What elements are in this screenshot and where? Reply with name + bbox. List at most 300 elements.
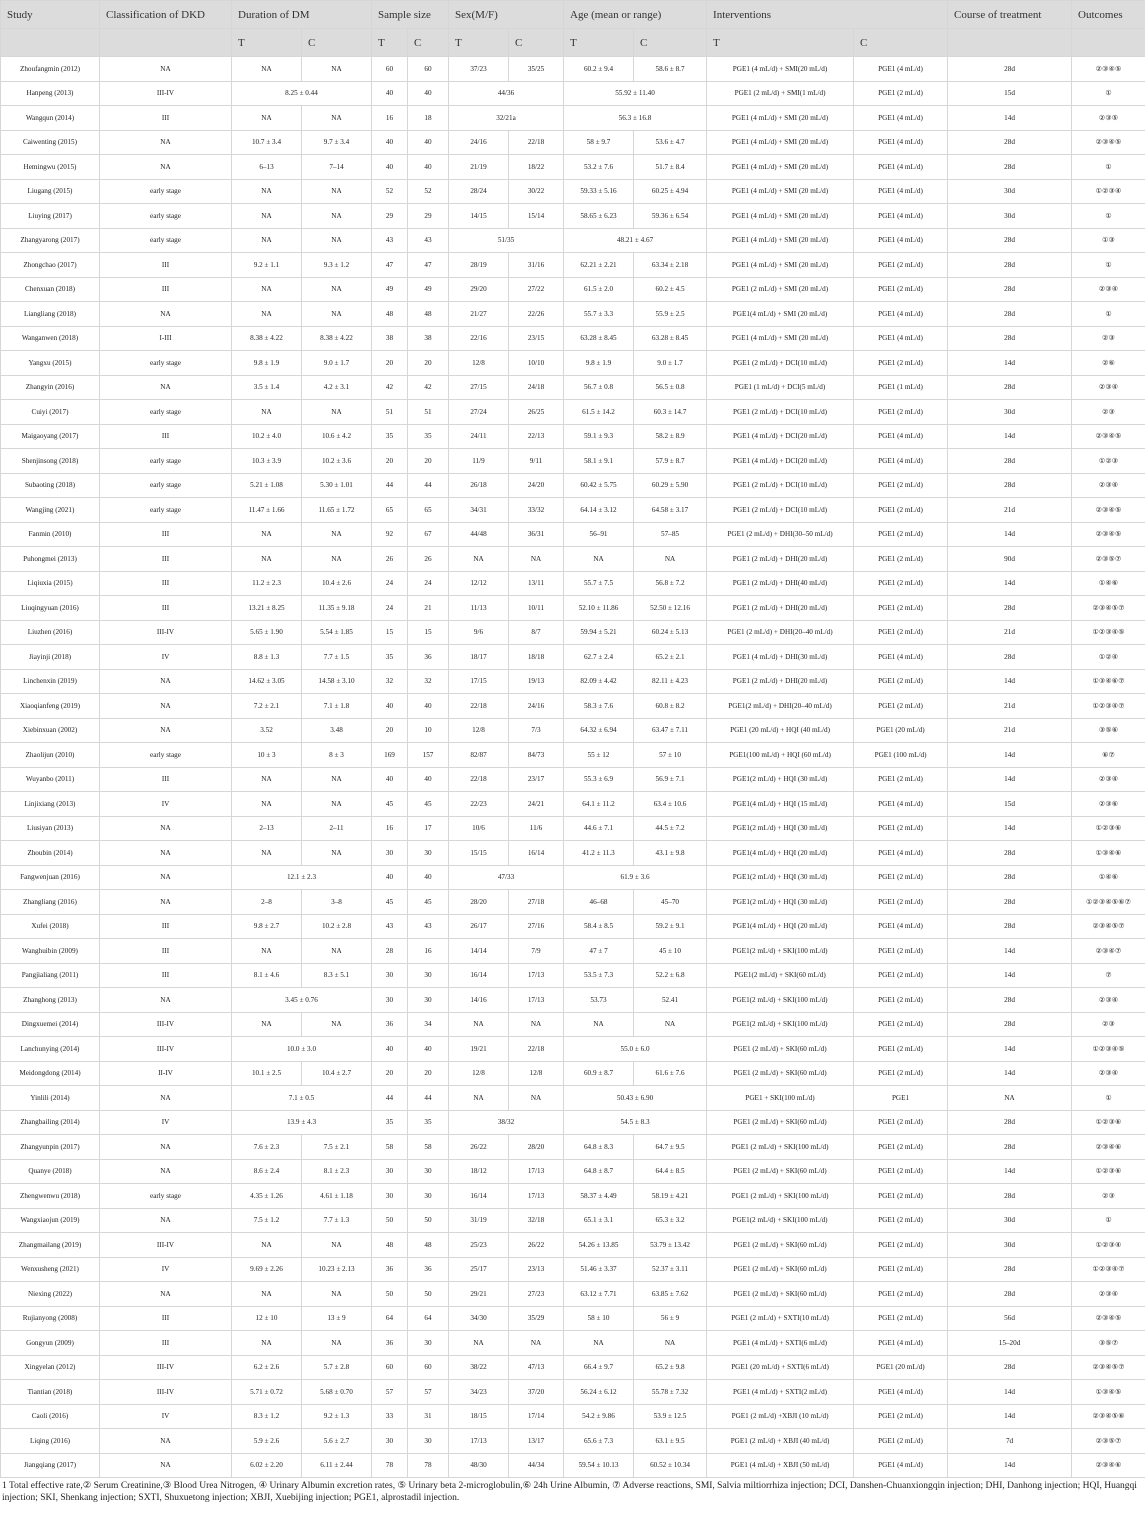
cell-outcomes: ②③④ xyxy=(1072,767,1145,792)
cell-study: Caiwenting (2015) xyxy=(1,130,100,155)
table-row xyxy=(1,914,1145,939)
cell-outcomes: ①②③⑥ xyxy=(1072,1110,1145,1135)
cell-duration-c: NA xyxy=(302,1233,372,1258)
cell-sample-c: 17 xyxy=(408,816,449,841)
cell-intervention-c: PGE1 (2 mL/d) xyxy=(854,1135,948,1160)
cell-age-c: 82.11 ± 4.23 xyxy=(634,669,707,694)
cell-study: Xingyelan (2012) xyxy=(1,1355,100,1380)
cell-sex-c: 22/26 xyxy=(509,302,564,327)
cell-intervention-t: PGE1(2 mL/d) + SKI(100 mL/d) xyxy=(707,1208,854,1233)
cell-sex-t: 11/13 xyxy=(449,596,509,621)
cell-intervention-t: PGE1 (4 mL/d) + SXTI(6 mL/d) xyxy=(707,1331,854,1356)
cell-course: 15–20d xyxy=(948,1331,1072,1356)
cell-outcomes: ②③ xyxy=(1072,326,1145,351)
cell-intervention-t: PGE1 (2 mL/d) + SKI(60 mL/d) xyxy=(707,1257,854,1282)
cell-sex-c: 44/34 xyxy=(509,1453,564,1478)
cell-outcomes: ①③④⑥⑦ xyxy=(1072,669,1145,694)
cell-sex-t: 28/19 xyxy=(449,253,509,278)
cell-classification: NA xyxy=(100,1135,232,1160)
cell-age-t: 52.10 ± 11.86 xyxy=(564,596,634,621)
cell-duration-t: 7.5 ± 1.2 xyxy=(232,1208,302,1233)
cell-intervention-c: PGE1 (2 mL/d) xyxy=(854,1159,948,1184)
cell-intervention-t: PGE1 (2 mL/d) + SXTI(10 mL/d) xyxy=(707,1306,854,1331)
cell-sex-c: 24/16 xyxy=(509,694,564,719)
cell-outcomes: ①②④ xyxy=(1072,645,1145,670)
cell-classification: III-IV xyxy=(100,1233,232,1258)
cell-sample-c: 60 xyxy=(408,57,449,82)
cell-course: 28d xyxy=(948,473,1072,498)
cell-intervention-c: PGE1 (2 mL/d) xyxy=(854,1306,948,1331)
cell-sample-t: 35 xyxy=(372,424,408,449)
cell-sample-c: 40 xyxy=(408,81,449,106)
table-row xyxy=(1,1135,1145,1160)
cell-duration-t: 9.8 ± 1.9 xyxy=(232,351,302,376)
cell-sex-t: 22/18 xyxy=(449,767,509,792)
cell-sex-c: 36/31 xyxy=(509,522,564,547)
cell-sample-t: 49 xyxy=(372,277,408,302)
cell-course: 28d xyxy=(948,841,1072,866)
cell-age-t: 55.7 ± 3.3 xyxy=(564,302,634,327)
cell-intervention-t: PGE1 (2 mL/d) + SMI (20 mL/d) xyxy=(707,277,854,302)
cell-study: Zhoubin (2014) xyxy=(1,841,100,866)
cell-duration-c: 4.61 ± 1.18 xyxy=(302,1184,372,1209)
cell-age-t: 61.5 ± 2.0 xyxy=(564,277,634,302)
cell-study: Subaoting (2018) xyxy=(1,473,100,498)
cell-classification: NA xyxy=(100,375,232,400)
table-footnote: 1 Total effective rate,② Serum Creatinine,③ Blood Urea Nitrogen, ④ Urinary Albumin excretion rates, ⑤ Urinary beta 2-microglobulin,⑥ 24h Urine Albumin, ⑦ Adverse reactions, SMI, Salvia miltiorrhiza injection; DCI, Danshen-Chuanxiongqin injection; DHI, Danhong injection; HQI, Huangqi injection; SKI, Shenkang injection; SXTI, Shuxuetong injection; XBJI, Xuebijing injection; PGE1, alprostadil injection. xyxy=(2,1481,1137,1503)
cell-age-c: 56 ± 9 xyxy=(634,1306,707,1331)
cell-course: 15d xyxy=(948,792,1072,817)
cell-intervention-c: PGE1 (4 mL/d) xyxy=(854,57,948,82)
cell-intervention-t: PGE1 (2 mL/d) + SKI(60 mL/d) xyxy=(707,1110,854,1135)
cell-duration-c: 10.6 ± 4.2 xyxy=(302,424,372,449)
cell-intervention-c: PGE1 (2 mL/d) xyxy=(854,473,948,498)
cell-intervention-c: PGE1 (2 mL/d) xyxy=(854,963,948,988)
cell-sex-t: 82/87 xyxy=(449,743,509,768)
cell-intervention-c: PGE1 (2 mL/d) xyxy=(854,1208,948,1233)
table-row xyxy=(1,1355,1145,1380)
cell-duration-c: 8.3 ± 5.1 xyxy=(302,963,372,988)
cell-course: 14d xyxy=(948,351,1072,376)
cell-age-c: 9.0 ± 1.7 xyxy=(634,351,707,376)
cell-age-c: 52.2 ± 6.8 xyxy=(634,963,707,988)
cell-sample-c: 45 xyxy=(408,890,449,915)
cell-duration-c: 5.6 ± 2.7 xyxy=(302,1429,372,1454)
cell-duration-c: NA xyxy=(302,57,372,82)
cell-sample-t: 15 xyxy=(372,620,408,645)
cell-sample-c: 47 xyxy=(408,253,449,278)
cell-intervention-t: PGE1 (4 mL/d) + SMI (20 mL/d) xyxy=(707,253,854,278)
cell-duration-t: NA xyxy=(232,1233,302,1258)
cell-duration-t: 12 ± 10 xyxy=(232,1306,302,1331)
cell-age-c: 64.4 ± 8.5 xyxy=(634,1159,707,1184)
cell-intervention-c: PGE1 (2 mL/d) xyxy=(854,694,948,719)
cell-course: 14d xyxy=(948,571,1072,596)
cell-study: Liuzhen (2016) xyxy=(1,620,100,645)
cell-sex-c: NA xyxy=(509,547,564,572)
cell-study: Zhangbailing (2014) xyxy=(1,1110,100,1135)
cell-sample-t: 38 xyxy=(372,326,408,351)
cell-outcomes: ①②③ xyxy=(1072,449,1145,474)
cell-study: Dingxuemei (2014) xyxy=(1,1012,100,1037)
cell-duration-c: 11.65 ± 1.72 xyxy=(302,498,372,523)
cell-sample-c: 57 xyxy=(408,1380,449,1405)
cell-classification: NA xyxy=(100,988,232,1013)
cell-sample-t: 32 xyxy=(372,669,408,694)
cell-sample-t: 30 xyxy=(372,841,408,866)
cell-sample-t: 169 xyxy=(372,743,408,768)
cell-duration-t: NA xyxy=(232,767,302,792)
cell-outcomes: ③⑤⑦ xyxy=(1072,1331,1145,1356)
cell-intervention-c: PGE1 (2 mL/d) xyxy=(854,620,948,645)
cell-sex-t: 38/32 xyxy=(449,1110,564,1135)
cell-intervention-t: PGE1 (4 mL/d) + SXTI(2 mL/d) xyxy=(707,1380,854,1405)
cell-sample-c: 20 xyxy=(408,351,449,376)
table-row xyxy=(1,130,1145,155)
cell-age-c: 53.9 ± 12.5 xyxy=(634,1404,707,1429)
cell-sample-t: 20 xyxy=(372,1061,408,1086)
cell-age-c: 60.52 ± 10.34 xyxy=(634,1453,707,1478)
cell-classification: early stage xyxy=(100,1184,232,1209)
cell-duration-t: 8.3 ± 1.2 xyxy=(232,1404,302,1429)
cell-intervention-t: PGE1 (2 mL/d) + DHI(20 mL/d) xyxy=(707,596,854,621)
cell-duration-t: 5.9 ± 2.6 xyxy=(232,1429,302,1454)
cell-intervention-t: PGE1 (2 mL/d) + DHI(20 mL/d) xyxy=(707,547,854,572)
cell-age-t: 9.8 ± 1.9 xyxy=(564,351,634,376)
table-row xyxy=(1,1282,1145,1307)
cell-outcomes: ②③④⑦ xyxy=(1072,939,1145,964)
table-row xyxy=(1,988,1145,1013)
cell-age-t: 62.21 ± 2.21 xyxy=(564,253,634,278)
cell-duration-c: 7.7 ± 1.3 xyxy=(302,1208,372,1233)
cell-study: Xufei (2018) xyxy=(1,914,100,939)
cell-duration-c: 3–8 xyxy=(302,890,372,915)
cell-outcomes: ① xyxy=(1072,302,1145,327)
cell-sample-c: 58 xyxy=(408,1135,449,1160)
cell-outcomes: ②③④⑤ xyxy=(1072,424,1145,449)
cell-sample-c: 30 xyxy=(408,1429,449,1454)
cell-sex-t: 22/23 xyxy=(449,792,509,817)
cell-study: Zhaolijun (2010) xyxy=(1,743,100,768)
cell-outcomes: ②③④⑤ xyxy=(1072,522,1145,547)
cell-sample-t: 40 xyxy=(372,865,408,890)
cell-sex-c: 22/13 xyxy=(509,424,564,449)
cell-course: 28d xyxy=(948,326,1072,351)
cell-sex-t: 10/6 xyxy=(449,816,509,841)
cell-classification: early stage xyxy=(100,400,232,425)
cell-duration-c: 3.48 xyxy=(302,718,372,743)
table-row xyxy=(1,1159,1145,1184)
cell-outcomes: ① xyxy=(1072,253,1145,278)
cell-age-t: 59.33 ± 5.16 xyxy=(564,179,634,204)
cell-classification: NA xyxy=(100,865,232,890)
cell-intervention-t: PGE1 + SKI(100 mL/d) xyxy=(707,1086,854,1111)
cell-duration-c: 8.38 ± 4.22 xyxy=(302,326,372,351)
cell-classification: early stage xyxy=(100,498,232,523)
cell-intervention-c: PGE1 (2 mL/d) xyxy=(854,816,948,841)
cell-sex-c: 15/14 xyxy=(509,204,564,229)
cell-sample-t: 48 xyxy=(372,1233,408,1258)
cell-age-t: 64.1 ± 11.2 xyxy=(564,792,634,817)
cell-duration-c: 8 ± 3 xyxy=(302,743,372,768)
cell-course: 28d xyxy=(948,1282,1072,1307)
cell-study: Zhengwenwu (2018) xyxy=(1,1184,100,1209)
table-row xyxy=(1,792,1145,817)
cell-sample-t: 50 xyxy=(372,1208,408,1233)
cell-outcomes: ②③④⑤ xyxy=(1072,57,1145,82)
cell-sample-c: 40 xyxy=(408,865,449,890)
cell-sex-t: 31/19 xyxy=(449,1208,509,1233)
table-row xyxy=(1,498,1145,523)
cell-sex-t: NA xyxy=(449,1331,509,1356)
cell-age-c: 63.4 ± 10.6 xyxy=(634,792,707,817)
cell-age-t: 58.1 ± 9.1 xyxy=(564,449,634,474)
cell-sex-t: 26/17 xyxy=(449,914,509,939)
cell-outcomes: ②③ xyxy=(1072,400,1145,425)
cell-sex-t: 18/12 xyxy=(449,1159,509,1184)
cell-sample-c: 35 xyxy=(408,424,449,449)
table-row xyxy=(1,1184,1145,1209)
cell-study: Hemingwu (2015) xyxy=(1,155,100,180)
cell-sample-c: 30 xyxy=(408,1159,449,1184)
cell-course: NA xyxy=(948,1086,1072,1111)
cell-sample-c: 78 xyxy=(408,1453,449,1478)
cell-sex-c: 9/11 xyxy=(509,449,564,474)
cell-classification: III-IV xyxy=(100,1012,232,1037)
cell-course: 28d xyxy=(948,449,1072,474)
cell-duration-c: NA xyxy=(302,547,372,572)
cell-intervention-c: PGE1 (2 mL/d) xyxy=(854,1404,948,1429)
cell-intervention-c: PGE1 (2 mL/d) xyxy=(854,1257,948,1282)
cell-duration-t: NA xyxy=(232,277,302,302)
cell-sample-t: 28 xyxy=(372,939,408,964)
cell-sex-c: 13/11 xyxy=(509,571,564,596)
cell-sample-c: 26 xyxy=(408,547,449,572)
cell-sex-t: 51/35 xyxy=(449,228,564,253)
cell-study: Zhangyarong (2017) xyxy=(1,228,100,253)
cell-sex-c: 28/20 xyxy=(509,1135,564,1160)
table-row xyxy=(1,1110,1145,1135)
cell-age-c: 60.8 ± 8.2 xyxy=(634,694,707,719)
cell-sample-c: 38 xyxy=(408,326,449,351)
cell-classification: NA xyxy=(100,841,232,866)
cell-age-t: 58.37 ± 4.49 xyxy=(564,1184,634,1209)
cell-sex-c: 27/18 xyxy=(509,890,564,915)
cell-sex-c: NA xyxy=(509,1012,564,1037)
cell-duration-c: 8.1 ± 2.3 xyxy=(302,1159,372,1184)
cell-intervention-c: PGE1 (2 mL/d) xyxy=(854,1110,948,1135)
cell-duration-t: 2–13 xyxy=(232,816,302,841)
cell-sex-c: 31/16 xyxy=(509,253,564,278)
cell-sample-t: 30 xyxy=(372,963,408,988)
cell-intervention-t: PGE1(2 mL/d) + SKI(60 mL/d) xyxy=(707,963,854,988)
cell-intervention-t: PGE1 (4 mL/d) + SMI (20 mL/d) xyxy=(707,130,854,155)
cell-course: 14d xyxy=(948,669,1072,694)
cell-course: 28d xyxy=(948,1184,1072,1209)
cell-duration-c: NA xyxy=(302,302,372,327)
cell-sex-t: 18/17 xyxy=(449,645,509,670)
cell-course: 30d xyxy=(948,1233,1072,1258)
cell-duration-t: 4.35 ± 1.26 xyxy=(232,1184,302,1209)
cell-age-c: 63.34 ± 2.18 xyxy=(634,253,707,278)
cell-duration-c: 5.30 ± 1.01 xyxy=(302,473,372,498)
cell-age-t: 60.42 ± 5.75 xyxy=(564,473,634,498)
cell-sample-t: 64 xyxy=(372,1306,408,1331)
cell-sample-c: 64 xyxy=(408,1306,449,1331)
cell-age-c: 61.6 ± 7.6 xyxy=(634,1061,707,1086)
cell-classification: NA xyxy=(100,155,232,180)
table-row xyxy=(1,277,1145,302)
cell-sex-t: 14/15 xyxy=(449,204,509,229)
cell-outcomes: ①②③④⑦ xyxy=(1072,694,1145,719)
cell-study: Quanye (2018) xyxy=(1,1159,100,1184)
cell-course: 21d xyxy=(948,718,1072,743)
cell-duration-c: NA xyxy=(302,204,372,229)
cell-outcomes: ⑦ xyxy=(1072,963,1145,988)
cell-sample-c: 20 xyxy=(408,449,449,474)
cell-sex-c: 30/22 xyxy=(509,179,564,204)
subheader-sex-t: T xyxy=(449,29,509,57)
cell-outcomes: ②③ xyxy=(1072,1012,1145,1037)
cell-sample-c: 15 xyxy=(408,620,449,645)
cell-duration-t: 10.3 ± 3.9 xyxy=(232,449,302,474)
cell-intervention-c: PGE1 (2 mL/d) xyxy=(854,596,948,621)
cell-duration-t: 8.1 ± 4.6 xyxy=(232,963,302,988)
cell-age-c: 60.3 ± 14.7 xyxy=(634,400,707,425)
cell-study: Liuying (2017) xyxy=(1,204,100,229)
cell-study: Fangwenjuan (2016) xyxy=(1,865,100,890)
cell-sample-c: 16 xyxy=(408,939,449,964)
cell-age-c: 63.1 ± 9.5 xyxy=(634,1429,707,1454)
cell-study: Zhongchao (2017) xyxy=(1,253,100,278)
cell-course: 28d xyxy=(948,228,1072,253)
cell-intervention-c: PGE1 xyxy=(854,1086,948,1111)
table-row xyxy=(1,400,1145,425)
cell-study: Jiayinji (2018) xyxy=(1,645,100,670)
cell-sample-t: 30 xyxy=(372,988,408,1013)
cell-classification: III xyxy=(100,253,232,278)
cell-sex-c: 22/18 xyxy=(509,1037,564,1062)
cell-course: 28d xyxy=(948,302,1072,327)
cell-sample-c: 50 xyxy=(408,1282,449,1307)
cell-sex-c: 17/13 xyxy=(509,988,564,1013)
cell-age-t: 62.7 ± 2.4 xyxy=(564,645,634,670)
table-row xyxy=(1,473,1145,498)
table-row xyxy=(1,841,1145,866)
cell-study: Linchenxin (2019) xyxy=(1,669,100,694)
cell-sample-t: 16 xyxy=(372,816,408,841)
cell-sex-t: 22/18 xyxy=(449,694,509,719)
cell-sample-c: 30 xyxy=(408,1184,449,1209)
cell-intervention-c: PGE1 (4 mL/d) xyxy=(854,1453,948,1478)
cell-sample-t: 20 xyxy=(372,718,408,743)
cell-age-c: 65.2 ± 2.1 xyxy=(634,645,707,670)
subheader-age-c: C xyxy=(634,29,707,57)
cell-study: Liugang (2015) xyxy=(1,179,100,204)
cell-sex-c: 26/22 xyxy=(509,1233,564,1258)
cell-course: 14d xyxy=(948,1453,1072,1478)
cell-age-t: 41.2 ± 11.3 xyxy=(564,841,634,866)
cell-duration-t: NA xyxy=(232,400,302,425)
cell-outcomes: ①②③⑥ xyxy=(1072,816,1145,841)
cell-outcomes: ②③④ xyxy=(1072,1282,1145,1307)
cell-intervention-c: PGE1 (4 mL/d) xyxy=(854,302,948,327)
cell-classification: III xyxy=(100,767,232,792)
cell-duration-c: NA xyxy=(302,939,372,964)
cell-sex-c: 37/20 xyxy=(509,1380,564,1405)
cell-classification: NA xyxy=(100,1159,232,1184)
cell-sample-t: 33 xyxy=(372,1404,408,1429)
subheader-intervention-t: T xyxy=(707,29,854,57)
cell-intervention-t: PGE1 (2 mL/d) +XBJI (10 mL/d) xyxy=(707,1404,854,1429)
cell-sample-t: 40 xyxy=(372,694,408,719)
cell-duration-c: 10.2 ± 3.6 xyxy=(302,449,372,474)
cell-outcomes: ①③④⑤ xyxy=(1072,1380,1145,1405)
cell-sex-t: 28/24 xyxy=(449,179,509,204)
cell-course: 28d xyxy=(948,865,1072,890)
cell-age-t: 48.21 ± 4.67 xyxy=(564,228,707,253)
cell-classification: IV xyxy=(100,792,232,817)
cell-study: Pangjialiang (2011) xyxy=(1,963,100,988)
cell-classification: III xyxy=(100,277,232,302)
col-header-age: Age (mean or range) xyxy=(564,1,707,29)
cell-sample-c: 42 xyxy=(408,375,449,400)
cell-sample-t: 20 xyxy=(372,449,408,474)
cell-duration-c: 9.7 ± 3.4 xyxy=(302,130,372,155)
cell-duration-t: 13.21 ± 8.25 xyxy=(232,596,302,621)
cell-outcomes: ②③④ xyxy=(1072,988,1145,1013)
cell-sample-c: 40 xyxy=(408,1037,449,1062)
cell-age-c: 64.7 ± 9.5 xyxy=(634,1135,707,1160)
cell-classification: NA xyxy=(100,816,232,841)
cell-age-t: 61.5 ± 14.2 xyxy=(564,400,634,425)
cell-intervention-c: PGE1 (2 mL/d) xyxy=(854,1184,948,1209)
cell-intervention-t: PGE1 (2 mL/d) + SKI(60 mL/d) xyxy=(707,1037,854,1062)
cell-age-t: 44.6 ± 7.1 xyxy=(564,816,634,841)
cell-course: 14d xyxy=(948,1037,1072,1062)
table-row xyxy=(1,228,1145,253)
cell-study: Zhangyin (2016) xyxy=(1,375,100,400)
cell-intervention-t: PGE1 (4 mL/d) + SMI (20 mL/d) xyxy=(707,106,854,131)
cell-intervention-t: PGE1 (4 mL/d) + SMI (20 mL/d) xyxy=(707,155,854,180)
cell-course: 21d xyxy=(948,620,1072,645)
cell-sample-c: 65 xyxy=(408,498,449,523)
table-row xyxy=(1,253,1145,278)
cell-age-c: 60.25 ± 4.94 xyxy=(634,179,707,204)
cell-intervention-c: PGE1 (1 mL/d) xyxy=(854,375,948,400)
cell-age-t: 50.43 ± 6.90 xyxy=(564,1086,707,1111)
cell-course: 14d xyxy=(948,1061,1072,1086)
cell-sex-c: 26/25 xyxy=(509,400,564,425)
cell-duration-t: 8.38 ± 4.22 xyxy=(232,326,302,351)
cell-sex-c: 17/14 xyxy=(509,1404,564,1429)
cell-course: 21d xyxy=(948,498,1072,523)
cell-sample-t: 40 xyxy=(372,155,408,180)
cell-study: Fanmin (2010) xyxy=(1,522,100,547)
cell-duration-t: NA xyxy=(232,1282,302,1307)
cell-intervention-t: PGE1 (2 mL/d) + SKI(60 mL/d) xyxy=(707,1159,854,1184)
cell-duration-c: NA xyxy=(302,1282,372,1307)
cell-intervention-c: PGE1 (2 mL/d) xyxy=(854,81,948,106)
cell-sex-c: 27/23 xyxy=(509,1282,564,1307)
cell-outcomes: ① xyxy=(1072,155,1145,180)
cell-outcomes: ②③⑤⑦ xyxy=(1072,547,1145,572)
cell-sample-c: 36 xyxy=(408,1257,449,1282)
cell-age-c: 56.8 ± 7.2 xyxy=(634,571,707,596)
cell-sex-t: 44/36 xyxy=(449,81,564,106)
cell-sample-t: 47 xyxy=(372,253,408,278)
table-row xyxy=(1,743,1145,768)
